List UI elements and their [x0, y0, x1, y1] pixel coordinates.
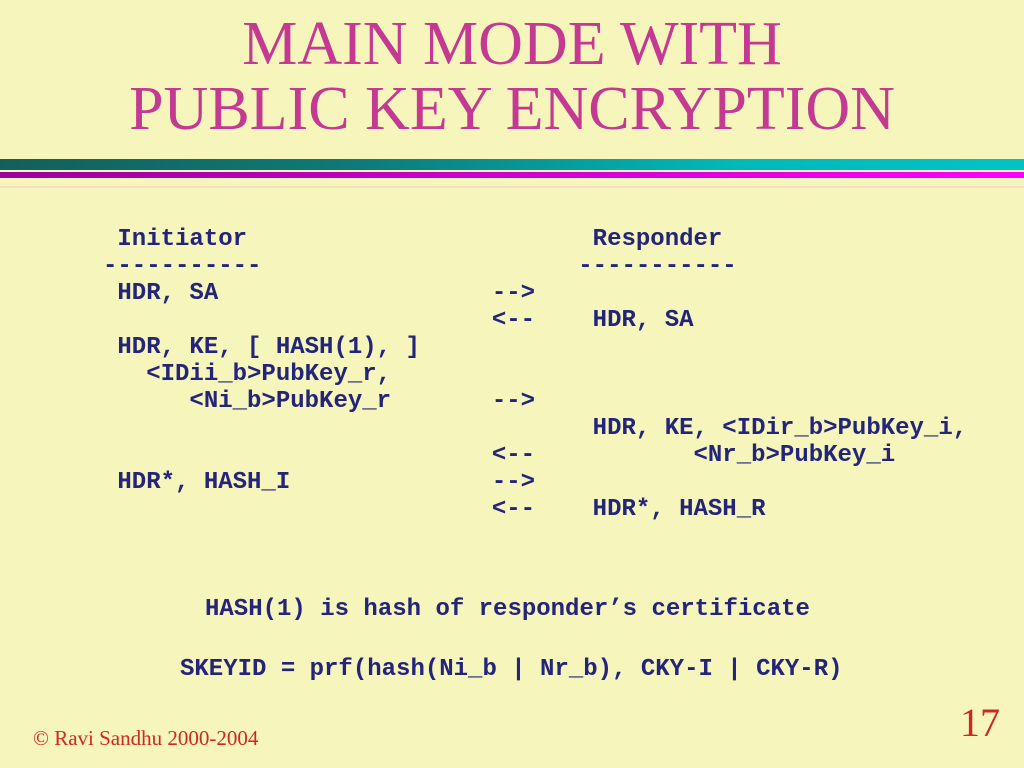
protocol-exchange-block [103, 226, 967, 523]
protocol-line: <-- <Nr_b>PubKey_i [103, 442, 896, 469]
copyright-notice: © Ravi Sandhu 2000-2004 [33, 726, 259, 750]
protocol-column-headers: Initiator Responder [103, 226, 723, 253]
protocol-line: HDR*, HASH_I --> [103, 469, 536, 496]
divider-bar-magenta [0, 172, 1024, 178]
slide-title-line-1: MAIN MODE WITH [242, 10, 782, 78]
protocol-line: <Ni_b>PubKey_r --> [103, 388, 536, 415]
protocol-line: HDR, KE, [ HASH(1), ] [103, 334, 420, 361]
slide-title [0, 12, 1024, 142]
protocol-header-underline: ----------- ----------- [103, 253, 737, 280]
divider-bar-teal [0, 159, 1024, 170]
slide-title-line-2: PUBLIC KEY ENCRYPTION [129, 75, 895, 143]
protocol-line: <IDii_b>PubKey_r, [103, 361, 392, 388]
page-number: 17 [960, 700, 1000, 745]
hash-note: HASH(1) is hash of responder’s certificate [205, 596, 810, 623]
protocol-line: <-- HDR, SA [103, 307, 694, 334]
protocol-line: HDR, SA --> [103, 280, 536, 307]
protocol-line: HDR, KE, <IDir_b>PubKey_i, [103, 415, 968, 442]
skeyid-note: SKEYID = prf(hash(Ni_b | Nr_b), CKY-I | CKY-R) [180, 656, 843, 683]
protocol-line: <-- HDR*, HASH_R [103, 496, 766, 523]
divider-line-faint [0, 186, 1024, 188]
